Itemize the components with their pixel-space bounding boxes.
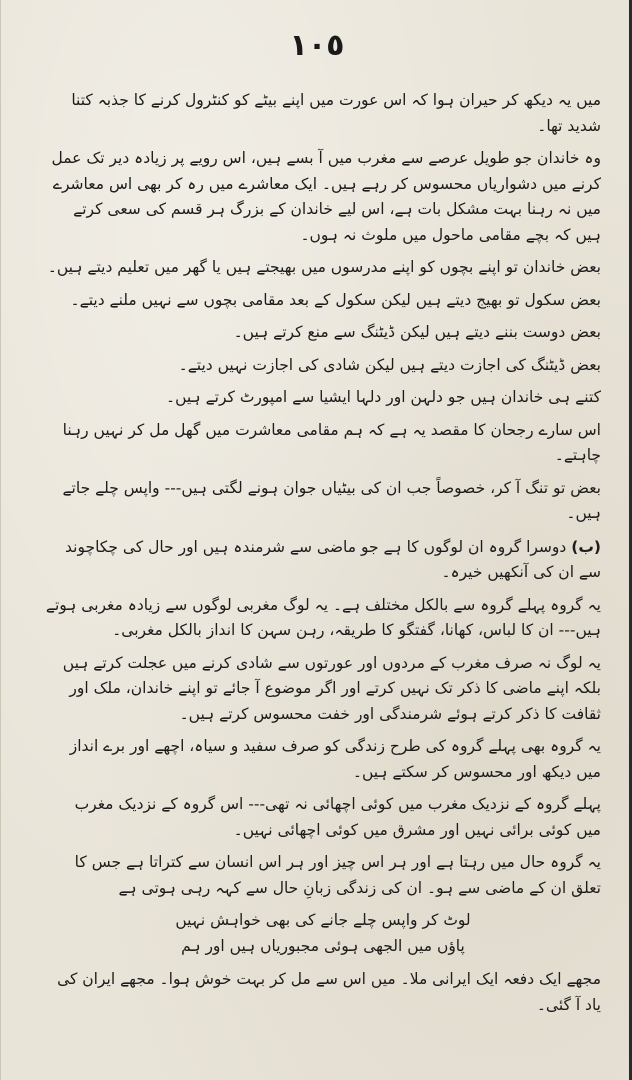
paragraph-3: بعض خاندان تو اپنے بچوں کو اپنے مدرسوں میں بھیجتے ہیں یا گھر میں تعلیم دیتے ہیں۔	[47, 258, 601, 276]
closing-paragraph: مجھے ایک دفعہ ایک ایرانی ملا۔ میں اس سے مل کر بہت خوش ہوا۔ مجھے ایران کی یاد آ گئی۔	[57, 970, 601, 1014]
verse-line-2: پاؤں میں الجھی ہوئی مجبوریاں ہیں اور ہم	[181, 936, 465, 955]
paragraph-b-5: یہ گروہ حال میں رہتا ہے اور ہر اس چیز اور ہر اس انسان سے کتراتا ہے جس کا تعلق ان کے ماضی سے ہو۔ ان کی زندگی زبانِ حال سے کہہ رہی ہوتی ہے	[74, 853, 601, 897]
paragraph-5: بعض دوست بننے دیتے ہیں لیکن ڈیٹنگ سے منع کرتے ہیں۔	[233, 323, 601, 341]
page-text	[45, 88, 601, 1025]
paragraph-b-4: پہلے گروہ کے نزدیک مغرب میں کوئی اچھائی نہ تھی--- اس گروہ کے نزدیک مغرب میں کوئی برائی نہیں اور مشرق میں کوئی اچھائی نہیں۔	[74, 795, 601, 839]
page-number: ١٠٥	[289, 28, 345, 63]
verse-line-1: لوٹ کر واپس چلے جانے کی بھی خواہش نہیں	[175, 911, 471, 929]
paragraph-7: کتنے ہی خاندان ہیں جو دلہن اور دلہا ایشیا سے امپورٹ کرتے ہیں۔	[166, 388, 601, 406]
paragraph-b-1: یہ گروہ پہلے گروہ سے بالکل مختلف ہے۔ یہ لوگ مغربی لوگوں سے زیادہ مغربی ہوتے ہیں--- ان کا لباس، کھانا، گفتگو کا طریقہ، رہن سہن کا انداز بالکل مغربی۔	[45, 595, 601, 639]
section-b-marker: (ب)	[571, 537, 601, 556]
paragraph-9: بعض تو تنگ آ کر، خصوصاً جب ان کی بیٹیاں جوان ہونے لگتی ہیں--- واپس چلے جاتے ہیں۔	[62, 478, 601, 522]
paragraph-6: بعض ڈیٹنگ کی اجازت دیتے ہیں لیکن شادی کی اجازت نہیں دیتے۔	[178, 355, 601, 374]
paragraph-4: بعض سکول تو بھیج دیتے ہیں لیکن سکول کے بعد مقامی بچوں سے نہیں ملنے دیتے۔	[70, 290, 601, 309]
paragraph-2: وہ خاندان جو طویل عرصے سے مغرب میں آ بسے ہیں، اس رویے پر زیادہ دیر تک عمل کرنے میں دشواریاں محسوس کر رہے ہیں۔ ایک معاشرے میں رہ کر بھی اس معاشرے میں نہ رہنا بہت مشکل بات ہے، اس لیے خاندان کے بزرگ ہر قسم کی سعی کرتے ہیں کہ بچے مقامی ماحول میں ملوث نہ ہوں۔	[51, 149, 601, 244]
paragraph-b-2: یہ لوگ نہ صرف مغرب کے مردوں اور عورتوں سے شادی کرنے میں عجلت کرتے ہیں بلکہ اپنے ماضی کا ذکر تک نہیں کرتے اور اگر موضوع آ جائے تو اپنے خاندان، ملک اور ثقافت کا ذکر کرتے ہوئے شرمندگی اور خفت محسوس کرتے ہیں۔	[62, 653, 601, 723]
paragraph-1: میں یہ دیکھ کر حیران ہوا کہ اس عورت میں اپنے بیٹے کو کنٹرول کرنے کا جذبہ کتنا شدید تھا۔	[71, 91, 601, 135]
section-b-paragraph	[45, 535, 601, 586]
paragraph-8: اس سارے رجحان کا مقصد یہ ہے کہ ہم مقامی معاشرت میں گھل مل کر نہیں رہنا چاہتے۔	[62, 420, 601, 464]
paragraph-b-3: یہ گروہ بھی پہلے گروہ کی طرح زندگی کو صرف سفید و سیاہ، اچھے اور برے انداز میں دیکھ اور محسوس کر سکتے ہیں۔	[69, 737, 601, 781]
section-b-text: دوسرا گروہ ان لوگوں کا ہے جو ماضی سے شرمندہ ہیں اور حال کی چکاچوند سے ان کی آنکھیں خیرہ۔	[65, 537, 601, 581]
